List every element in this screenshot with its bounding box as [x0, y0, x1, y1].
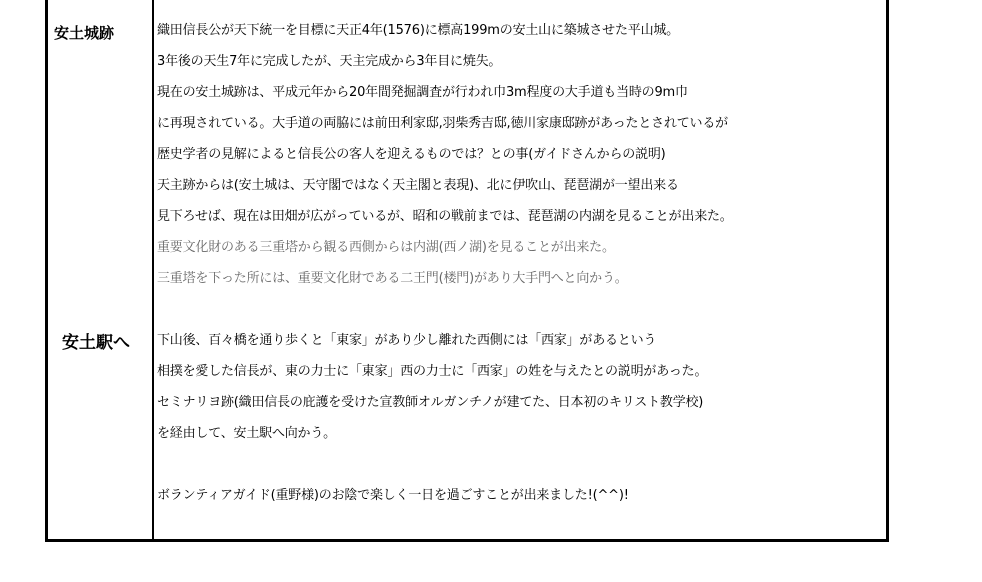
document-table	[45, 0, 889, 542]
text-line: 歴史学者の見解によると信長公の客人を迎えるものでは？との事(ガイドさんからの説明)	[157, 147, 666, 162]
text-line: 3年後の天生7年に完成したが、天主完成から3年目に焼失。	[157, 54, 502, 69]
text-line: セミナリヨ跡(織田信長の庇護を受けた宣教師オルガンチノが建てた、日本初のキリスト教学校)	[157, 395, 704, 410]
section-label-azuchi-castle: 安土城跡	[54, 24, 115, 42]
text-line: 相撲を愛した信長が、東の力士に「東家」西の力士に「西家」の姓を与えたとの説明があった。	[157, 364, 708, 379]
text-line: に再現されている。大手道の両脇には前田利家邸,羽柴秀吉邸,徳川家康邸跡があったとされているが	[157, 116, 728, 131]
text-line: 重要文化財のある三重塔から観る西側からは内湖(西ノ湖)を見ることが出来た。	[157, 240, 615, 255]
column-divider	[152, 0, 154, 539]
text-line: ボランティアガイド(重野様)のお陰で楽しく一日を過ごすことが出来ました!(^^)!	[157, 488, 629, 503]
text-line: 現在の安土城跡は、平成元年から20年間発掘調査が行われ巾3m程度の大手道も当時の9m巾	[157, 85, 688, 100]
text-line: 織田信長公が天下統一を目標に天正4年(1576)に標高199mの安土山に築城させた平山城。	[157, 23, 679, 38]
text-line: 見下ろせば、現在は田畑が広がっているが、昭和の戦前までは、琵琶湖の内湖を見ることが出来た。	[157, 209, 733, 224]
text-line: 天主跡からは(安土城は、天守閣ではなく天主閣と表現)、北に伊吹山、琵琶湖が一望出来る	[157, 178, 679, 193]
text-line: を経由して、安土駅へ向かう。	[157, 426, 336, 441]
section-label-azuchi-station: 安土駅へ	[62, 333, 130, 353]
text-line: 下山後、百々橋を通り歩くと「東家」があり少し離れた西側には「西家」があるという	[157, 333, 657, 348]
text-line: 三重塔を下った所には、重要文化財である二王門(楼門)があり大手門へと向かう。	[157, 271, 628, 286]
